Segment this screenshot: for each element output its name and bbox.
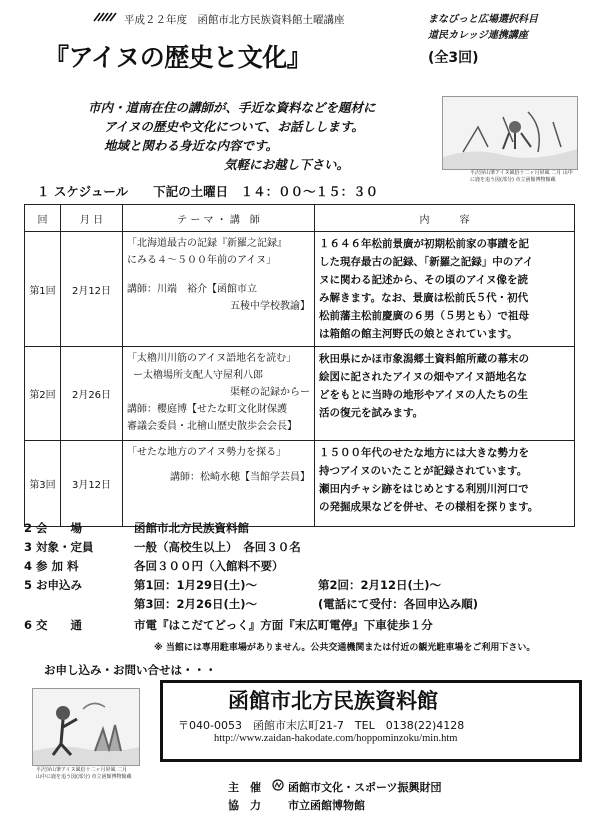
- museum-address: 〒040-0053 函館市末広町21-7 TEL 0138(22)4128: [178, 719, 465, 732]
- page-title: 『アイヌの歴史と文化』: [44, 43, 312, 72]
- intro-line-4: 気軽にお越し下さい。: [224, 157, 350, 172]
- session-theme: [123, 347, 315, 441]
- session-date: 2月12日: [61, 232, 123, 347]
- session-number: 第3回: [25, 441, 61, 527]
- painting-caption-top-2: に鹿を追う図(部分) 市立函館博物館蔵: [470, 177, 556, 183]
- apply-session-2: 第2回：2月12日(土)〜: [318, 578, 442, 592]
- foundation-logo-icon: [92, 11, 118, 23]
- cooperation-label: 協 力: [228, 799, 261, 812]
- content-line: 松前藩主松前慶廣の６男（５男とも）で祖母: [319, 310, 529, 322]
- transport-label: 6 交 通: [24, 618, 83, 632]
- lecturer-line: 講師：川端 裕介【函館市立: [127, 284, 257, 295]
- tag-manabitto: まなびっと広場選択科目: [428, 14, 538, 25]
- table-header-row: [25, 205, 575, 232]
- inquiry-heading: お申し込み・お問い合せは・・・: [44, 663, 217, 677]
- apply-session-3: 第3回：2月26日(土)〜: [134, 597, 258, 611]
- session-number: 第2回: [25, 347, 61, 441]
- target-label: 3 対象・定員: [24, 540, 94, 554]
- schedule-table: [24, 204, 575, 527]
- transport-value: 市電『はこだてどっく』方面『末広町電停』下車徒歩１分: [134, 618, 433, 632]
- theme-line: 「太櫓川川筋のアイヌ語地名を読む」: [127, 353, 297, 364]
- painting-caption-bottom-2: 山中に鹿を追う図(部分) 市立函館博物館蔵: [36, 774, 132, 780]
- venue-value: 函館市北方民族資料館: [134, 521, 249, 535]
- museum-name: 函館市北方民族資料館: [228, 689, 438, 713]
- lecturer-line: 講師：松崎水穂【当館学芸員】: [170, 472, 310, 483]
- content-line: み解きます。なお、景廣は松前氏５代・初代: [319, 292, 529, 304]
- title-session-count: (全3回): [428, 50, 479, 66]
- content-line: 絵図に記されたアイヌの畑やアイヌ語地名な: [319, 371, 528, 383]
- content-line: 瀬田内チャシ跡をはじめとする利別川河口で: [319, 483, 529, 495]
- theme-line: 「北海道最古の記録『新羅之記録』: [127, 238, 287, 249]
- session-date: 2月26日: [61, 347, 123, 441]
- intro-line-2: アイヌの歴史や文化について、お話しします。: [104, 119, 364, 134]
- header-theme: テ ー マ ・ 講 師: [123, 205, 315, 232]
- ainu-painting-image-bottom: [32, 688, 140, 766]
- theme-line: にみる４〜５００年前のアイヌ」: [127, 255, 277, 266]
- content-line: ヌに関わる記述から、その頃のアイヌ像を読: [319, 274, 529, 286]
- museum-url[interactable]: http://www.zaidan-hakodate.com/hoppominzoku/min.htm: [214, 733, 458, 744]
- content-line: の発掘成果などを併せ、その様相を探ります。: [319, 501, 539, 513]
- session-content: [315, 441, 575, 527]
- content-line: 秋田県にかほ市象潟郷土資料館所蔵の幕末の: [319, 353, 529, 365]
- painting-caption-top-1: 平沢屏山筆アイヌ風俗十二ヶ月屏風 二月 山中: [470, 170, 573, 176]
- content-line: １６４６年松前景廣が初期松前家の事蹟を記: [319, 238, 529, 250]
- foundation-mark-icon: [272, 779, 284, 791]
- apply-session-1: 第1回：1月29日(土)〜: [134, 578, 258, 592]
- intro-line-1: 市内・道南在住の講師が、手近な資料などを題材に: [88, 100, 376, 115]
- lecturer-line: 審議会委員・北檜山歴史散歩会会長】: [127, 421, 297, 432]
- apply-note: (電話にて受付：各回申込み順): [318, 597, 479, 611]
- content-line: １５００年代のせたな地方には大きな勢力を: [319, 447, 529, 459]
- content-line: 活の復元を試みます。: [319, 407, 424, 419]
- target-value: 一般（高校生以上） 各回３０名: [134, 540, 301, 554]
- parking-note: ※ 当館には専用駐車場がありません。公共交通機関または付近の観光駐車場をご利用下さい。: [154, 643, 536, 653]
- table-row: [25, 232, 575, 347]
- ainu-painting-image-top: [442, 96, 578, 170]
- session-content: [315, 347, 575, 441]
- header-session: 回: [25, 205, 61, 232]
- content-line: した現存最古の記録、「新羅之記録」中のアイ: [319, 256, 534, 268]
- fee-value: 各回３００円（入館料不要）: [134, 559, 284, 573]
- header-line: 平成２２年度 函館市北方民族資料館土曜講座: [124, 14, 345, 26]
- schedule-heading: １ スケジュール 下記の土曜日 １４：００〜１５：３０: [37, 184, 379, 199]
- painting-caption-bottom-1: 平沢屏山筆アイヌ風俗十二ヶ月屏風 二月: [36, 767, 128, 773]
- session-date: 3月12日: [61, 441, 123, 527]
- session-theme: [123, 232, 315, 347]
- session-number: 第1回: [25, 232, 61, 347]
- lecturer-line: 五稜中学校教諭】: [230, 301, 310, 312]
- theme-line: 渠軽の記録からー: [230, 387, 310, 398]
- organizer-value: 函館市文化・スポーツ振興財団: [288, 781, 442, 794]
- lecturer-line: 講師：櫻庭博【せたな町文化財保護: [127, 404, 287, 415]
- venue-label: 2 会 場: [24, 521, 83, 535]
- theme-line: 「せたな地方のアイヌ勢力を探る」: [127, 447, 287, 458]
- organizer-label: 主 催: [228, 781, 261, 794]
- apply-label: 5 お申込み: [24, 578, 83, 592]
- tag-doumin-college: 道民カレッジ連携講座: [428, 30, 528, 41]
- content-line: 持つアイヌのいたことが記録されています。: [319, 465, 528, 477]
- content-line: は箱館の館主河野氏の娘とされています。: [319, 328, 518, 340]
- header-date: 月 日: [61, 205, 123, 232]
- content-line: どをもとに当時の地形やアイヌの人たちの生: [319, 389, 529, 401]
- theme-line: ー太櫓場所支配人守屋利八郎: [133, 370, 263, 381]
- table-row: [25, 347, 575, 441]
- cooperation-value: 市立函館博物館: [288, 799, 365, 812]
- table-row: [25, 441, 575, 527]
- header-content: 内 容: [315, 205, 575, 232]
- fee-label: 4 参 加 料: [24, 559, 79, 573]
- session-content: [315, 232, 575, 347]
- intro-line-3: 地域と関わる身近な内容です。: [104, 138, 279, 153]
- session-theme: [123, 441, 315, 527]
